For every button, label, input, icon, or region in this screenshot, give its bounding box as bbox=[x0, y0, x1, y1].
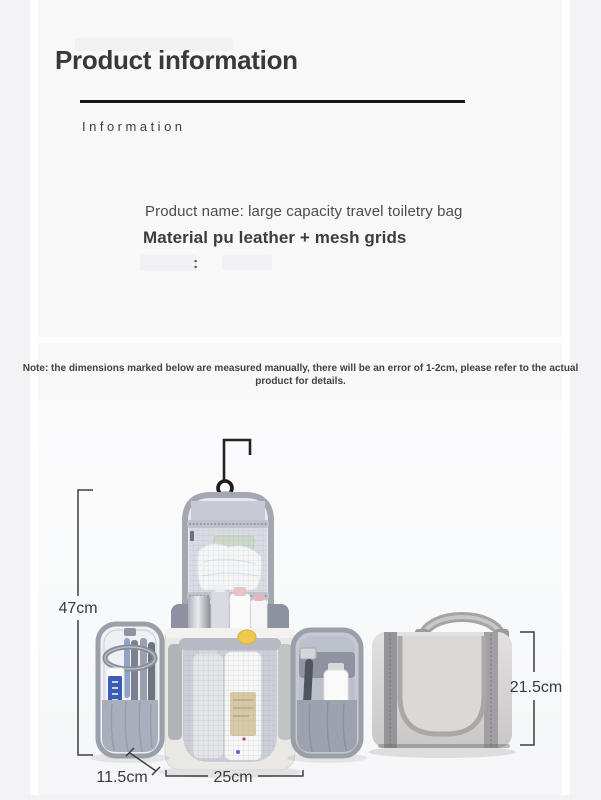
dimension-label-width: 25cm bbox=[213, 769, 253, 786]
front-mesh-pocket bbox=[179, 630, 281, 762]
yellow-item bbox=[238, 630, 256, 644]
note-line-2: product for details. bbox=[255, 376, 346, 387]
title-divider bbox=[80, 100, 465, 103]
product-info-card bbox=[38, 0, 562, 337]
product-name-line: Product name: large capacity travel toiletry bag bbox=[145, 203, 463, 220]
dimension-label-open-height: 47cm bbox=[58, 600, 98, 617]
product-colon-line: : bbox=[193, 255, 199, 272]
height-bracket bbox=[78, 490, 93, 755]
open-bag-center bbox=[158, 585, 302, 778]
dimension-label-closed-height: 21.5cm bbox=[509, 679, 562, 696]
section-label: Information bbox=[82, 119, 186, 134]
left-flap-pocket bbox=[90, 624, 170, 763]
right-flap-pocket bbox=[287, 630, 367, 763]
closed-bag bbox=[368, 617, 516, 758]
product-material-line: Material pu leather + mesh grids bbox=[143, 228, 407, 247]
product-photo bbox=[38, 400, 562, 795]
dimension-label-depth: 11.5cm bbox=[96, 769, 148, 786]
dimension-diagram bbox=[38, 400, 562, 795]
measurement-note bbox=[0, 362, 601, 388]
note-line-1: Note: the dimensions marked below are measured manually, there will be an error of 1-2cm, please refer to the actual bbox=[22, 363, 579, 374]
page-title: Product information bbox=[55, 45, 298, 75]
watermark-remnant bbox=[222, 255, 272, 270]
watermark-remnant bbox=[140, 255, 199, 272]
